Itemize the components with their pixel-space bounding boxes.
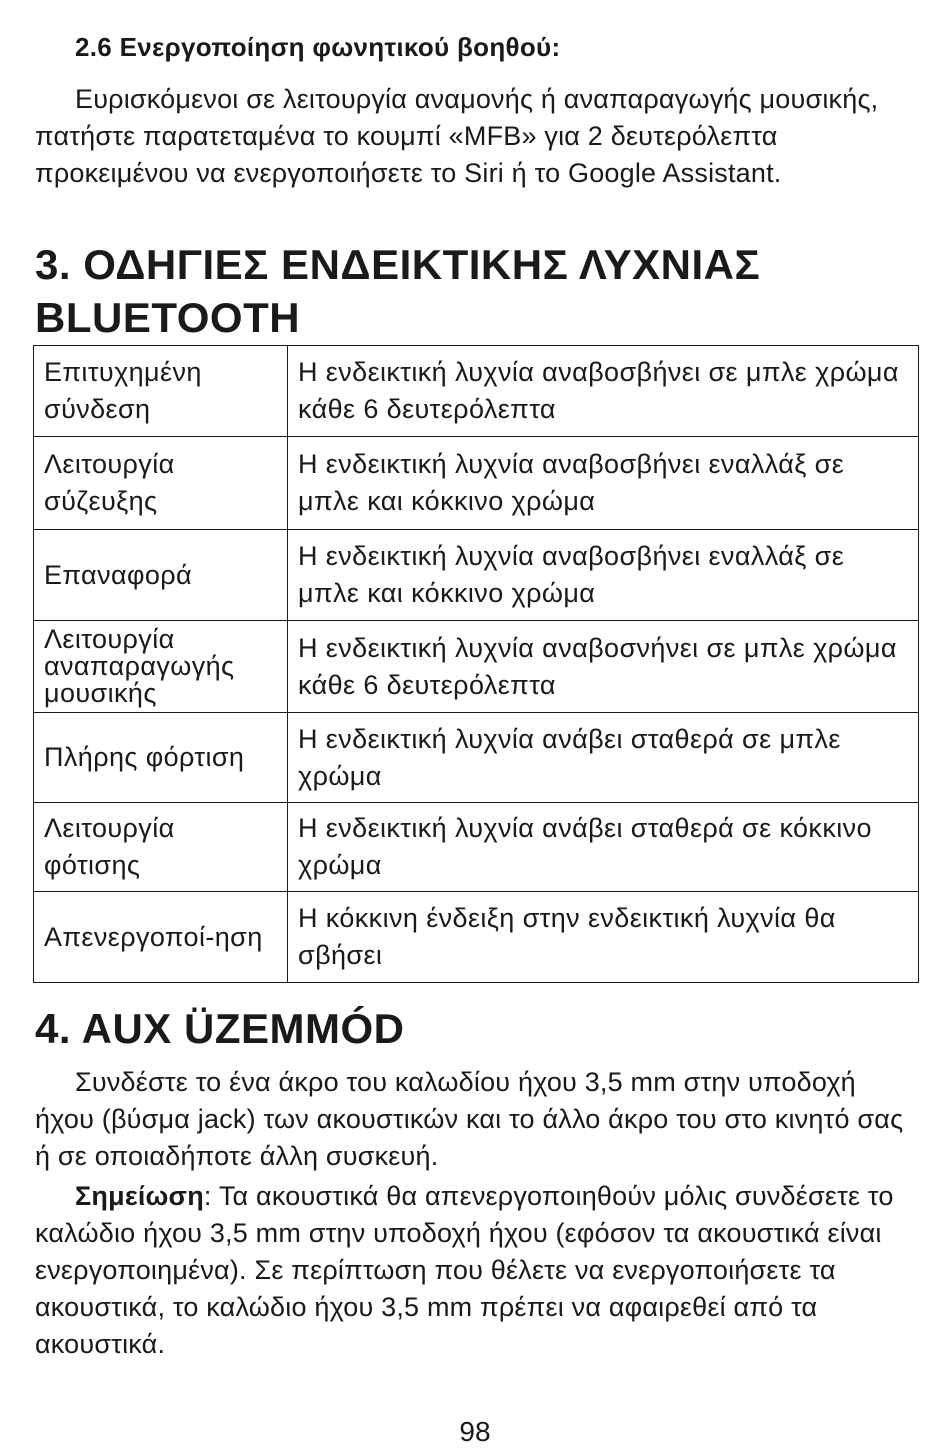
voice-assistant-paragraph [35, 81, 915, 192]
aux-mode-heading: 4. AUX ÜZEMMÓD [35, 1005, 405, 1052]
table-row [34, 346, 919, 437]
mode-cell: Λειτουργία αναπαραγωγής μουσικής [34, 621, 288, 713]
mode-cell: Πλήρης φόρτιση [34, 713, 288, 803]
description-cell: Η ενδεικτική λυχνία ανάβει σταθερά σε μπλε χρώμα [288, 713, 919, 803]
mode-cell: Λειτουργία σύζευξης [34, 437, 288, 530]
aux-mode-text: Συνδέστε το ένα άκρο του καλωδίου ήχου 3,5 mm στην υποδοχή ήχου (βύσμα jack) των ακουστικών και το άλλο άκρο του στο κινητό σας ή σε οποιαδήποτε άλλη συσκευή. [35, 1067, 904, 1171]
table-row [34, 892, 919, 983]
description-cell: Η ενδεικτική λυχνία αναβοσβήνει σε μπλε χρώμα κάθε 6 δευτερόλεπτα [288, 346, 919, 437]
led-instructions-heading [35, 238, 915, 344]
mode-cell: Επιτυχημένη σύνδεση [34, 346, 288, 437]
description-cell: Η ενδεικτική λυχνία αναβοσβήνει εναλλάξ σε μπλε και κόκκινο χρώμα [288, 530, 919, 621]
page-number: 98 [459, 1416, 491, 1447]
table-row [34, 437, 919, 530]
note-text: : Τα ακουστικά θα απενεργοποιηθούν μόλις συνδέσετε το καλώδιο ήχου 3,5 mm στην υποδοχή ήχου (εφόσον τα ακουστικά είναι ενεργοποιημένα). Σε περίπτωση που θέλετε να ενεργοποιήσετε τα ακουστικά, το καλώδιο ήχου 3,5 mm πρέπει να αφαιρεθεί από τα ακουστικά. [35, 1181, 894, 1359]
voice-assistant-heading: 2.6 Ενεργοποίηση φωνητικού βοηθού: [75, 32, 561, 62]
description-cell: Η ενδεικτική λυχνία αναβοσνήνει σε μπλε χρώμα κάθε 6 δευτερόλεπτα [288, 621, 919, 713]
aux-note-paragraph [35, 1178, 915, 1363]
description-cell: Η κόκκινη ένδειξη στην ενδεικτική λυχνία θα σβήσει [288, 892, 919, 983]
mode-cell: Απενεργοποί-ηση [34, 892, 288, 983]
table-row [34, 530, 919, 621]
table-row [34, 621, 919, 713]
led-status-table [33, 345, 919, 983]
aux-mode-paragraph [35, 1064, 915, 1175]
description-cell: Η ενδεικτική λυχνία αναβοσβήνει εναλλάξ σε μπλε και κόκκινο χρώμα [288, 437, 919, 530]
description-cell: Η ενδεικτική λυχνία ανάβει σταθερά σε κόκκινο χρώμα [288, 803, 919, 892]
led-heading-line2: BLUETOOTH [35, 294, 301, 341]
mode-cell: Λειτουργία φότισης [34, 803, 288, 892]
table-row [34, 713, 919, 803]
voice-assistant-text: Ευρισκόμενοι σε λειτουργία αναμονής ή αναπαραγωγής μουσικής, πατήστε παρατεταμένα το κουμπί «MFB» για 2 δευτερόλεπτα προκειμένου να ενεργοποιήσετε το Siri ή το Google Assistant. [35, 84, 879, 188]
table-row [34, 803, 919, 892]
mode-cell: Επαναφορά [34, 530, 288, 621]
note-label: Σημείωση [75, 1181, 204, 1211]
led-heading-line1: 3. ΟΔΗΓΙΕΣ ΕΝΔΕΙΚΤΙΚΗΣ ΛΥΧΝΙΑΣ [35, 241, 761, 288]
